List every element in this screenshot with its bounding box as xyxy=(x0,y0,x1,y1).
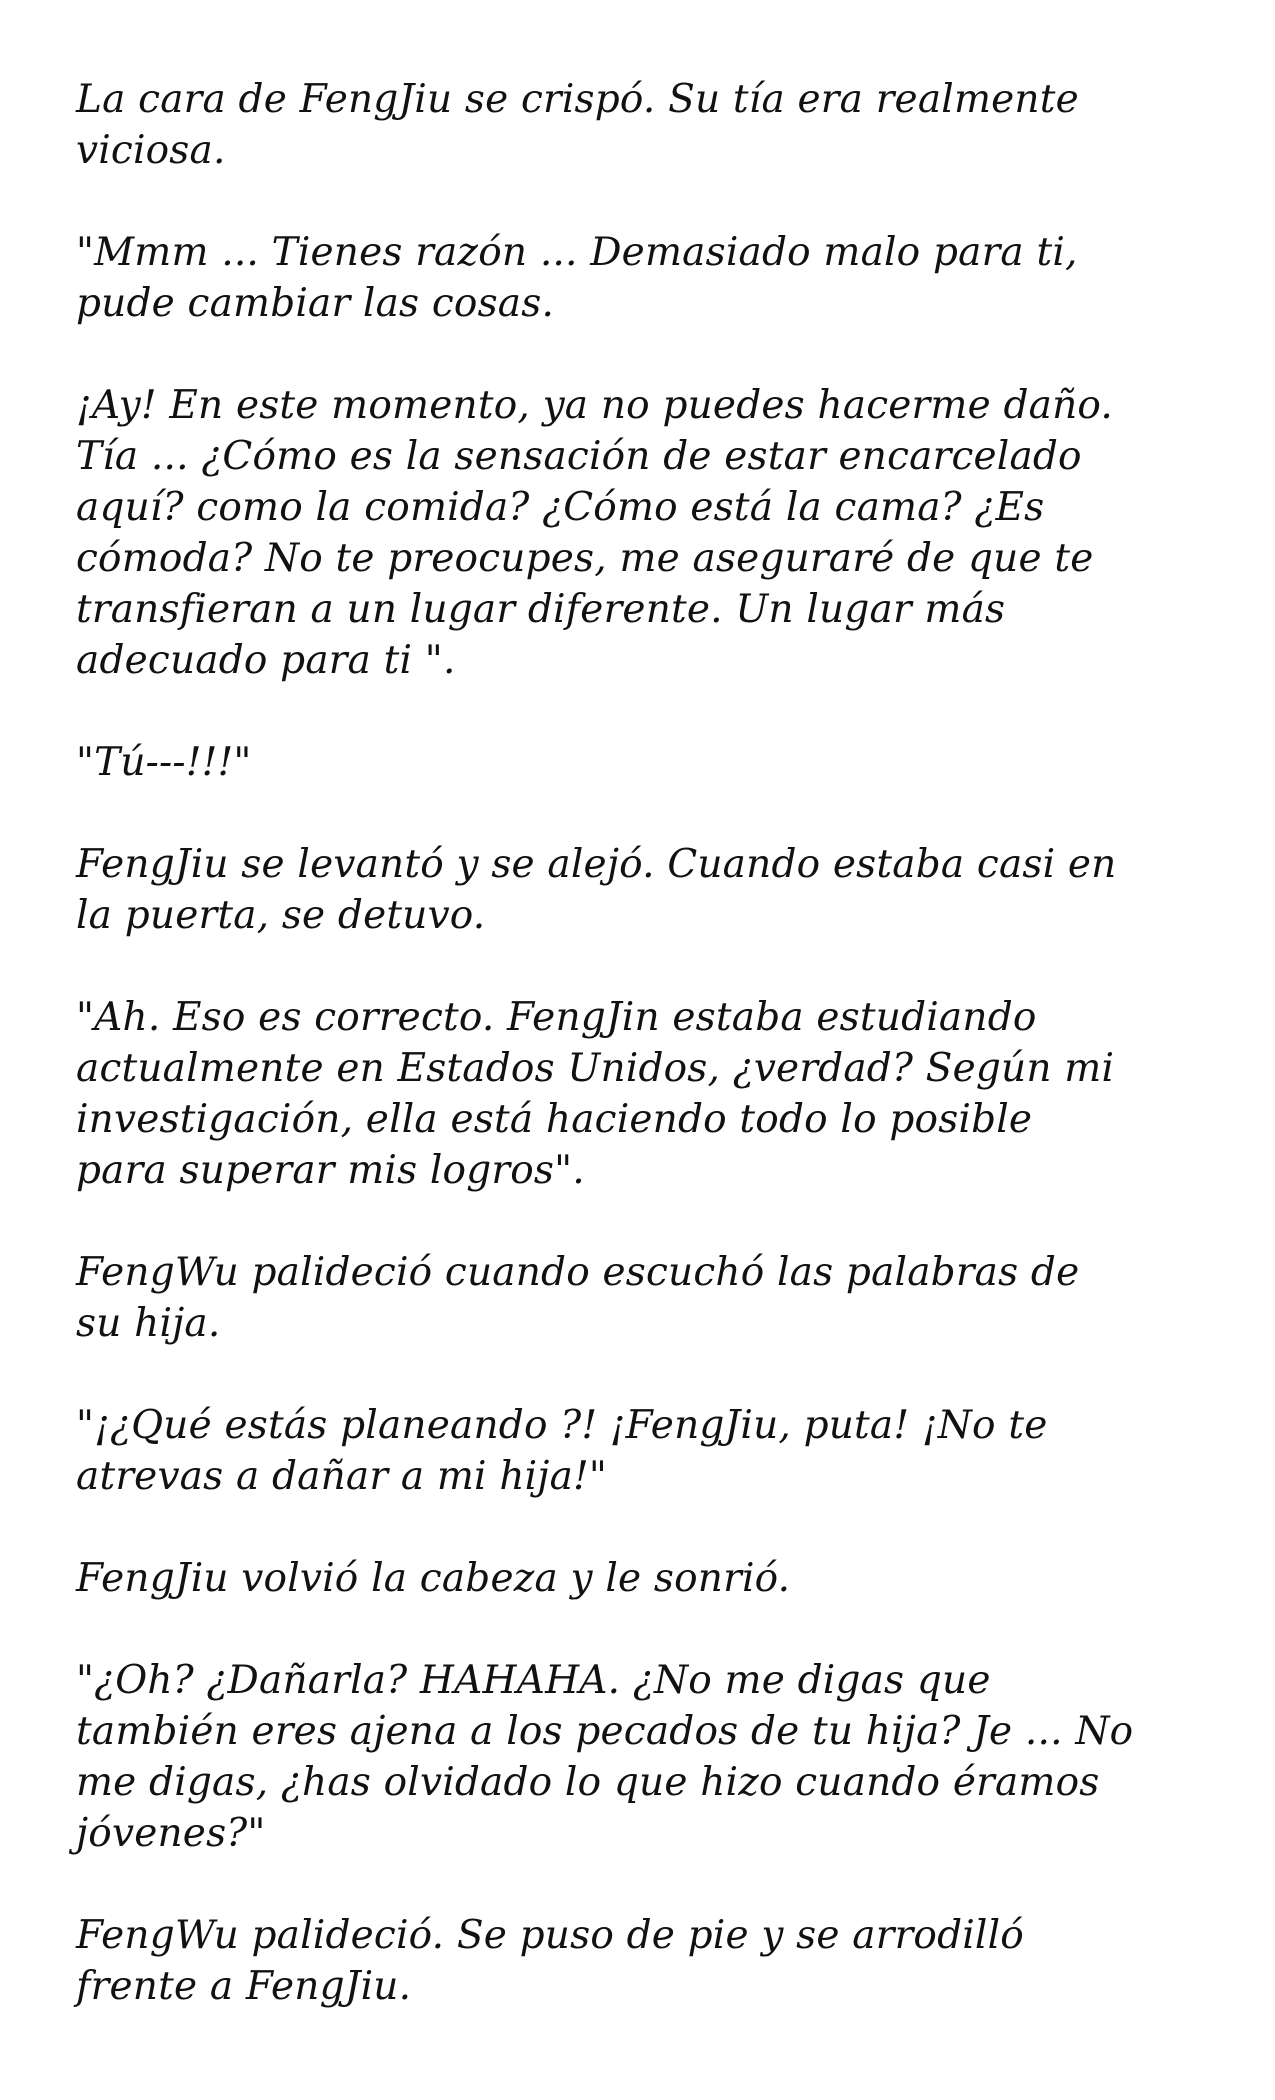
text-line: atrevas a dañar a mi hija!" xyxy=(76,1454,608,1499)
text-line: "¡¿Qué estás planeando ?! ¡FengJiu, puta! ¡No te xyxy=(76,1403,1048,1448)
text-line: "Mmm ... Tienes razón ... Demasiado malo para ti, xyxy=(76,230,1078,275)
paragraph-8 xyxy=(76,1400,1216,1502)
text-line: FengWu palideció. Se puso de pie y se arrodilló xyxy=(76,1913,1024,1958)
text-line: su hija. xyxy=(76,1301,221,1346)
paragraph-6 xyxy=(76,992,1216,1196)
text-line: FengJiu volvió la cabeza y le sonrió. xyxy=(76,1556,791,1601)
text-line: aquí? como la comida? ¿Cómo está la cama? ¿Es xyxy=(76,485,1045,530)
text-line: "¿Oh? ¿Dañarla? HAHAHA. ¿No me digas que xyxy=(76,1658,991,1703)
paragraph-2 xyxy=(76,227,1216,329)
text-line: FengWu palideció cuando escuchó las palabras de xyxy=(76,1250,1080,1295)
text-line: también eres ajena a los pecados de tu hija? Je ... No xyxy=(76,1709,1134,1754)
text-line: adecuado para ti ". xyxy=(76,638,456,683)
text-line: investigación, ella está haciendo todo lo posible xyxy=(76,1097,1033,1142)
text-line: ¡Ay! En este momento, ya no puedes hacerme daño. xyxy=(76,383,1113,428)
paragraph-5 xyxy=(76,839,1216,941)
text-line: frente a FengJiu. xyxy=(76,1964,412,2009)
text-line: cómoda? No te preocupes, me aseguraré de que te xyxy=(76,536,1094,581)
paragraph-9 xyxy=(76,1553,1216,1604)
paragraph-11 xyxy=(76,1910,1216,2012)
paragraph-3 xyxy=(76,380,1216,686)
text-line: "Ah. Eso es correcto. FengJin estaba estudiando xyxy=(76,995,1037,1040)
paragraph-4 xyxy=(76,737,1216,788)
paragraph-10 xyxy=(76,1655,1216,1859)
text-line: para superar mis logros". xyxy=(76,1148,585,1193)
text-line: la puerta, se detuvo. xyxy=(76,893,486,938)
text-line: Tía ... ¿Cómo es la sensación de estar encarcelado xyxy=(76,434,1082,479)
document-page xyxy=(76,74,1216,2063)
text-line: jóvenes?" xyxy=(76,1811,266,1856)
text-line: transfieran a un lugar diferente. Un lugar más xyxy=(76,587,1006,632)
text-line: "Tú---!!!" xyxy=(76,740,252,785)
text-line: me digas, ¿has olvidado lo que hizo cuando éramos xyxy=(76,1760,1100,1805)
text-line: viciosa. xyxy=(76,128,226,173)
text-line: La cara de FengJiu se crispó. Su tía era realmente xyxy=(76,77,1079,122)
text-line: pude cambiar las cosas. xyxy=(76,281,555,326)
paragraph-7 xyxy=(76,1247,1216,1349)
paragraph-1 xyxy=(76,74,1216,176)
text-line: FengJiu se levantó y se alejó. Cuando estaba casi en xyxy=(76,842,1117,887)
text-line: actualmente en Estados Unidos, ¿verdad? Según mi xyxy=(76,1046,1115,1091)
